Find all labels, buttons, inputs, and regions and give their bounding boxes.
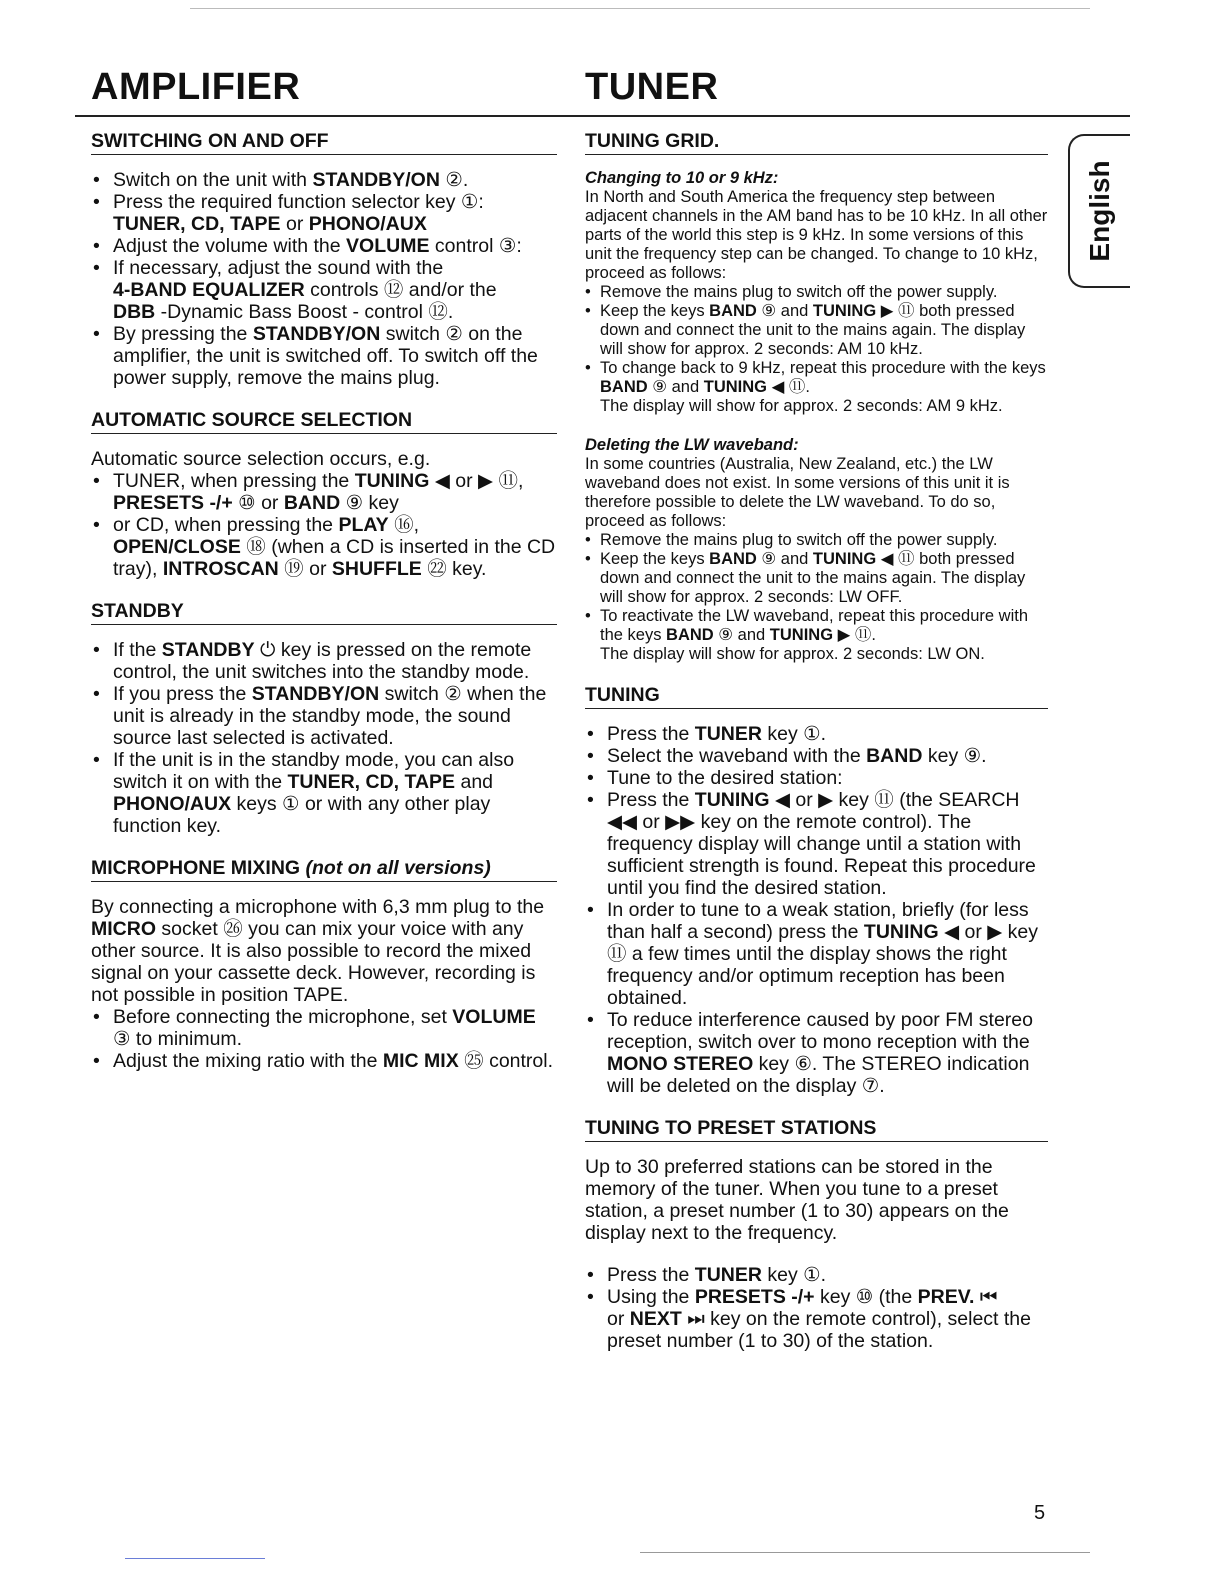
grid-khz-text: In North and South America the frequency step between adjacent channels in the AM band has to be 10 kHz. In all other parts of the world this step is 9 kHz. In some versions of this unit the frequency step can be changed. To change to 10 kHz, proceed as follows:	[585, 188, 1048, 282]
list-item: • Remove the mains plug to switch off the power supply.	[585, 531, 1048, 550]
preset-text: Up to 30 preferred stations can be stored in the memory of the tuner. When you tune to a preset station, a preset number (1 to 30) appears on the display next to the frequency.	[585, 1156, 1009, 1244]
list-item: • Press the required function selector key ①: TUNER, CD, TAPE or PHONO/AUX	[91, 191, 557, 235]
list-item: • TUNER, when pressing the TUNING ◀ or ▶ ⑪, PRESETS -/+ ⑩ or BAND ⑨ key	[91, 470, 557, 514]
amplifier-column	[91, 130, 557, 1072]
list-item: • To change back to 9 kHz, repeat this procedure with the keys BAND ⑨ and TUNING ◀ ⑪. The display will show for approx. 2 seconds: AM 9 kHz.	[585, 359, 1048, 416]
scan-line-bottom-left	[125, 1558, 265, 1559]
tuning-list	[585, 723, 1048, 1097]
grid-subheading-khz: Changing to 10 or 9 kHz:	[585, 169, 779, 187]
list-item: • Press the TUNING ◀ or ▶ key ⑪ (the SEARCH ◀◀ or ▶▶ key on the remote control). The frequency display will change until a station with sufficient strength is found. Repeat this procedure until you find the desired station.	[585, 789, 1048, 899]
amplifier-heading: AMPLIFIER	[91, 66, 301, 108]
list-item: • Keep the keys BAND ⑨ and TUNING ▶ ⑪ both pressed down and connect the unit to the mains again. The display will show for approx. 2 seconds: AM 10 kHz.	[585, 302, 1048, 359]
grid-khz-list	[585, 283, 1048, 416]
list-item: • Adjust the volume with the VOLUME control ③:	[91, 235, 557, 257]
list-item: • Press the TUNER key ①.	[585, 1264, 1048, 1286]
heading-rule	[75, 115, 1130, 117]
list-item: • Select the waveband with the BAND key ⑨.	[585, 745, 1048, 767]
list-item: • If the STANDBY ⏻ key is pressed on the remote control, the unit switches into the standby mode.	[91, 639, 557, 683]
switching-list	[91, 169, 557, 389]
standby-title: STANDBY	[91, 600, 557, 625]
scan-line-top	[190, 8, 1090, 9]
list-item: • If the unit is in the standby mode, you can also switch it on with the TUNER, CD, TAPE and PHONO/AUX keys ① or with any other play function key.	[91, 749, 557, 837]
auto-source-intro: Automatic source selection occurs, e.g.	[91, 448, 431, 470]
language-tab-label: English	[1084, 160, 1115, 262]
scan-line-bottom	[640, 1552, 1090, 1553]
mic-mixing-text: By connecting a microphone with 6,3 mm plug to the MICRO socket ㉖ you can mix your voice with any other source. It is also possible to record the mixed signal on your cassette deck. However, recording is not possible in position TAPE.	[91, 896, 545, 1006]
page-number: 5	[1034, 1502, 1046, 1524]
preset-title: TUNING TO PRESET STATIONS	[585, 1117, 1048, 1142]
list-item: • To reactivate the LW waveband, repeat this procedure with the keys BAND ⑨ and TUNING ▶ ⑪. The display will show for approx. 2 seconds: LW ON.	[585, 607, 1048, 664]
list-item: • Adjust the mixing ratio with the MIC MIX ㉕ control.	[91, 1050, 557, 1072]
auto-source-title: AUTOMATIC SOURCE SELECTION	[91, 409, 557, 434]
list-item: • Using the PRESETS -/+ key ⑩ (the PREV. ⏮ or NEXT ⏭ key on the remote control), select the preset number (1 to 30) of the station.	[585, 1286, 1048, 1352]
list-item: • In order to tune to a weak station, briefly (for less than half a second) press the TUNING ◀ or ▶ key ⑪ a few times until the display shows the right frequency and/or optimum reception has been obtained.	[585, 899, 1048, 1009]
list-item: • Keep the keys BAND ⑨ and TUNING ◀ ⑪ both pressed down and connect the unit to the mains again. The display will show for approx. 2 seconds: LW OFF.	[585, 550, 1048, 607]
mic-mixing-title: MICROPHONE MIXING (not on all versions)	[91, 857, 557, 882]
tuning-grid-title: TUNING GRID.	[585, 130, 1048, 155]
list-item: • or CD, when pressing the PLAY ⑯, OPEN/CLOSE ⑱ (when a CD is inserted in the CD tray), INTROSCAN ⑲ or SHUFFLE ㉒ key.	[91, 514, 557, 580]
list-item: • To reduce interference caused by poor FM stereo reception, switch over to mono reception with the MONO STEREO key ⑥. The STEREO indication will be deleted on the display ⑦.	[585, 1009, 1048, 1097]
tuning-title: TUNING	[585, 684, 1048, 709]
preset-list	[585, 1264, 1048, 1352]
list-item: • Switch on the unit with STANDBY/ON ②.	[91, 169, 557, 191]
tuner-column	[585, 130, 1048, 1352]
list-item: • By pressing the STANDBY/ON switch ② on the amplifier, the unit is switched off. To switch off the power supply, remove the mains plug.	[91, 323, 557, 389]
list-item: • Tune to the desired station:	[585, 767, 1048, 789]
auto-source-list	[91, 470, 557, 580]
list-item: • Before connecting the microphone, set VOLUME ③ to minimum.	[91, 1006, 557, 1050]
list-item: • Remove the mains plug to switch off the power supply.	[585, 283, 1048, 302]
grid-lw-list	[585, 531, 1048, 664]
switching-title: SWITCHING ON AND OFF	[91, 130, 557, 155]
list-item: • If you press the STANDBY/ON switch ② when the unit is already in the standby mode, the sound source last selected is activated.	[91, 683, 557, 749]
list-item: • Press the TUNER key ①.	[585, 723, 1048, 745]
standby-list	[91, 639, 557, 837]
grid-subheading-lw: Deleting the LW waveband:	[585, 436, 799, 454]
grid-lw-text: In some countries (Australia, New Zealand, etc.) the LW waveband does not exist. In some versions of this unit it is therefore possible to delete the LW waveband. To do so, proceed as follows:	[585, 455, 1010, 530]
tuner-heading: TUNER	[585, 66, 719, 108]
list-item: • If necessary, adjust the sound with the 4-BAND EQUALIZER controls ⑫ and/or the DBB -Dynamic Bass Boost - control ⑫.	[91, 257, 557, 323]
language-tab	[1068, 134, 1130, 288]
mic-mixing-list	[91, 1006, 557, 1072]
